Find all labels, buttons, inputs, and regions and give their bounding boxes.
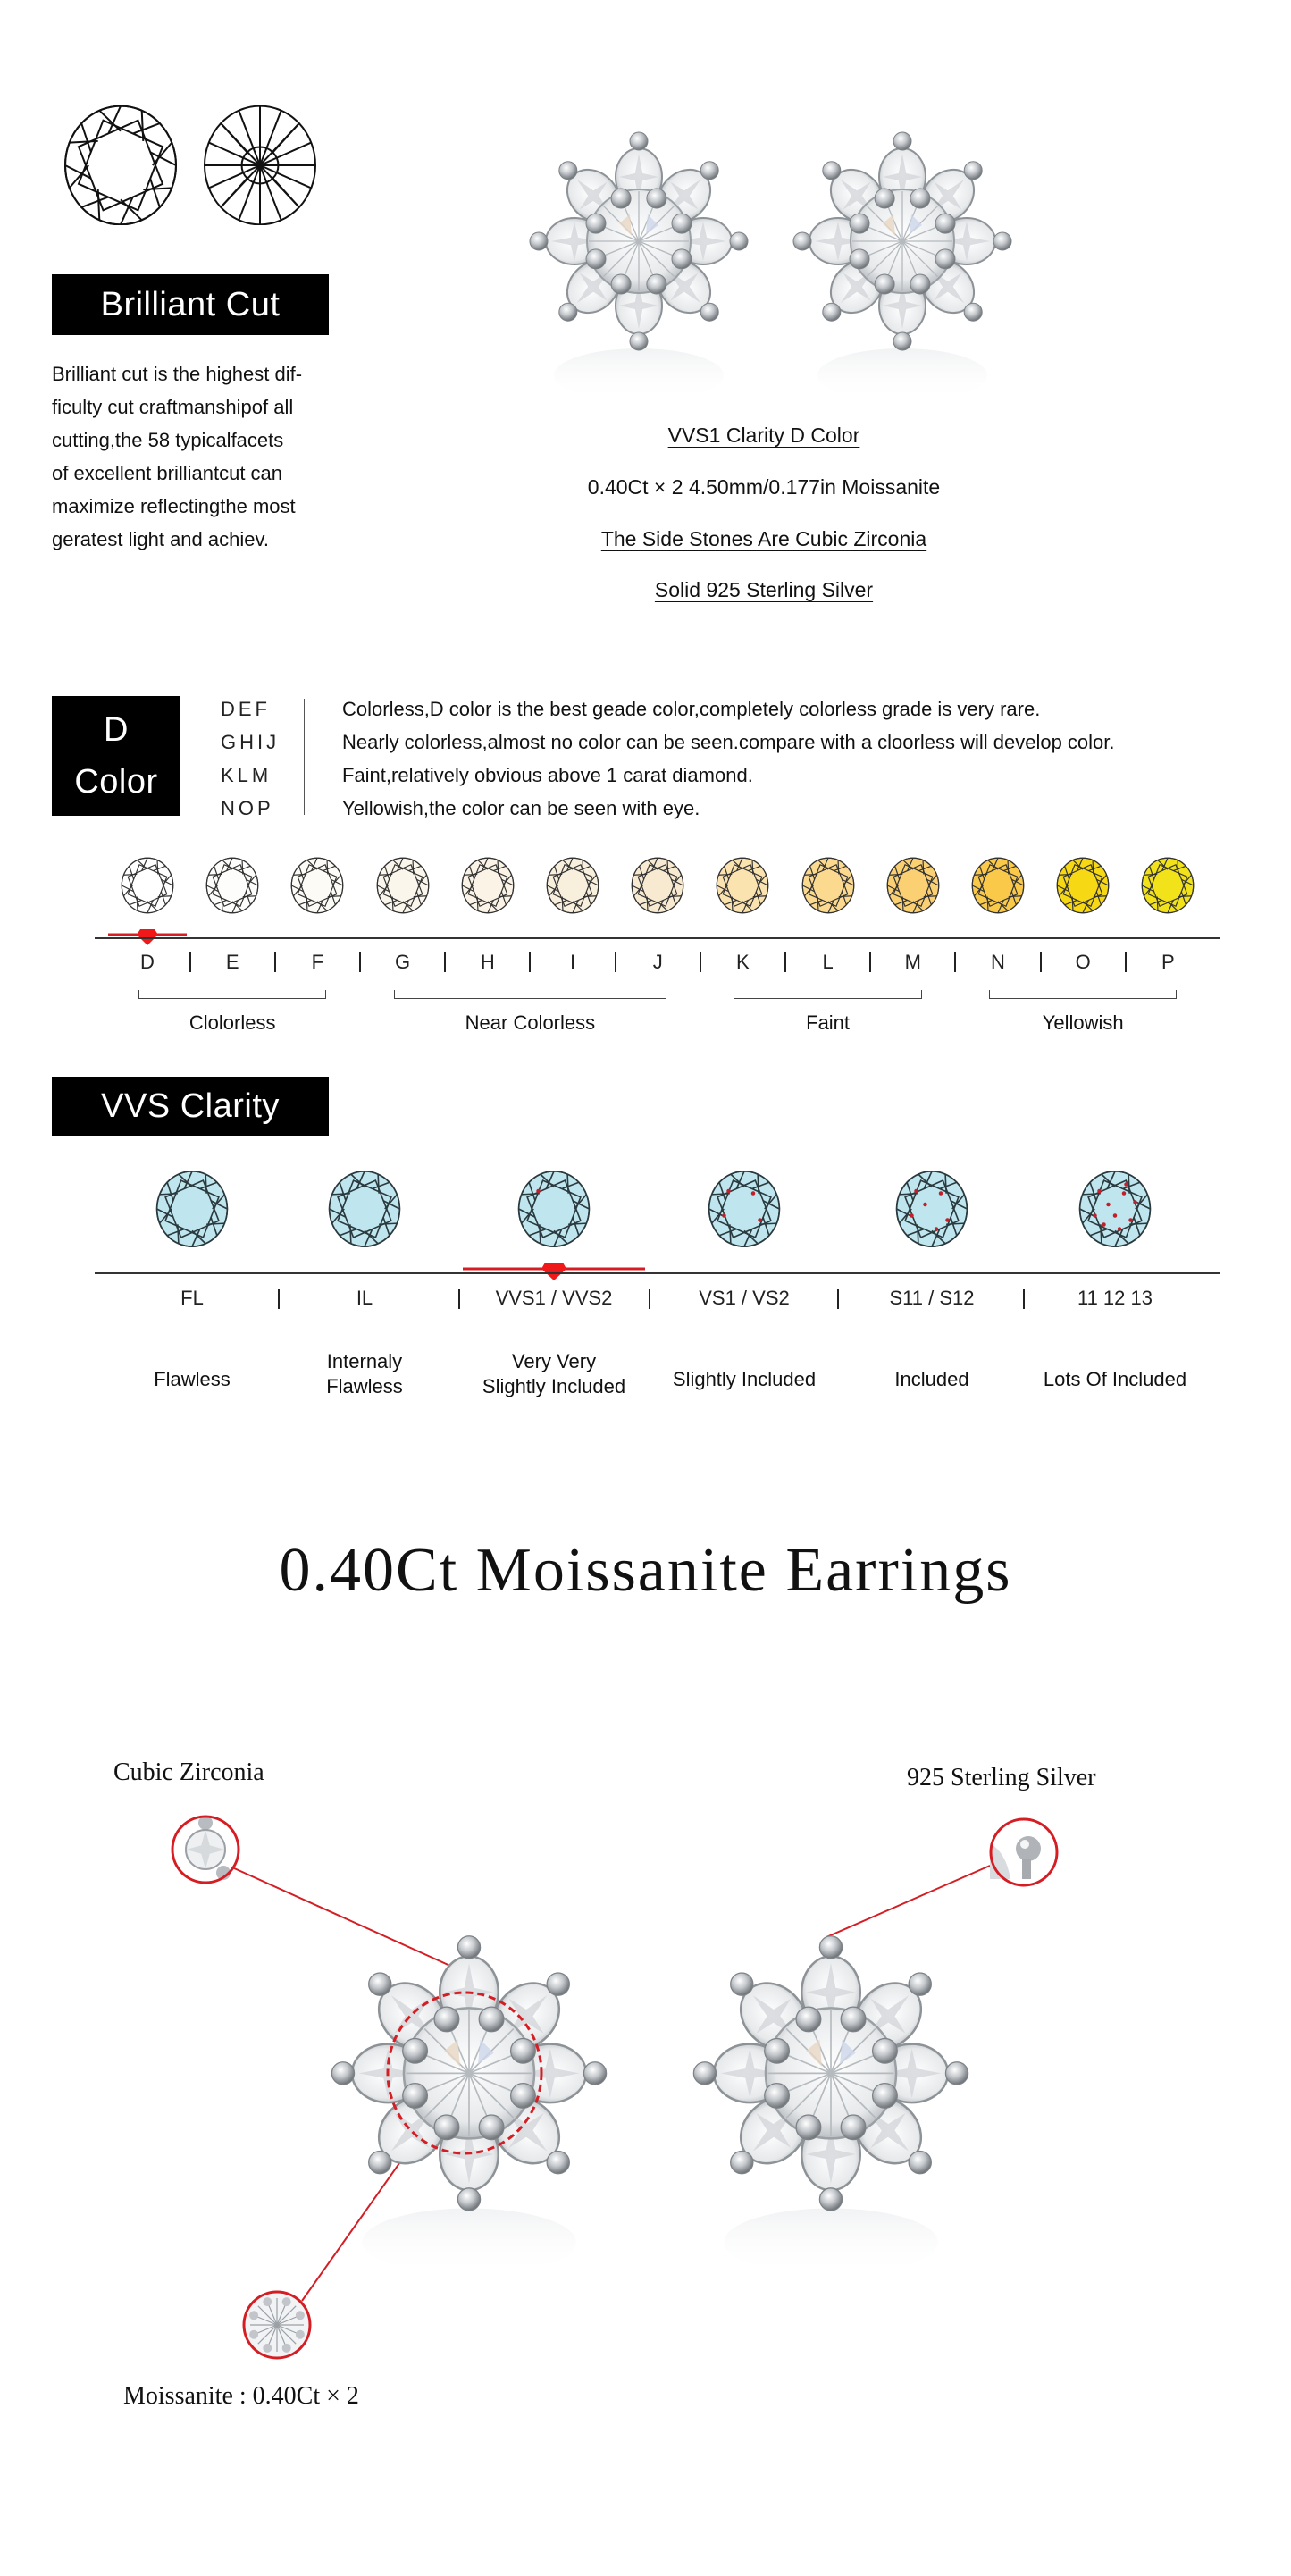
brilliant-cut-description <box>52 357 338 556</box>
color-grade-letter: M <box>904 951 921 973</box>
color-gem-K <box>715 856 770 915</box>
clarity-grade-description: Flawless <box>154 1368 231 1390</box>
scale-separator <box>444 952 446 972</box>
color-gem-L <box>801 856 856 915</box>
spec-side-stones <box>500 527 1027 551</box>
color-gem-M <box>885 856 941 915</box>
crown-view-diamond-icon <box>61 105 180 225</box>
color-gem-O <box>1055 856 1111 915</box>
scale-separator <box>784 952 786 972</box>
group-bracket <box>138 990 326 999</box>
product-title: 0.40Ct Moissanite Earrings <box>279 1536 1012 1605</box>
scale-separator <box>837 1289 839 1309</box>
earring-right-detail-image <box>679 1921 983 2287</box>
spec-text: The Side Stones Are Cubic Zirconia <box>600 527 927 550</box>
description-line: Brilliant cut is the highest dif- <box>52 363 303 385</box>
spec-text: VVS1 Clarity D Color <box>667 424 860 447</box>
center-stone-label: Moissanite : 0.40Ct × 2 <box>123 2382 359 2410</box>
description-line: of excellent brilliantcut can <box>52 462 283 484</box>
pavilion-view-diamond-icon <box>200 105 320 225</box>
earring-left-image <box>518 107 759 402</box>
d-color-badge-letter: D <box>104 711 129 749</box>
scale-separator <box>1040 952 1042 972</box>
color-grade-letter: K <box>736 951 750 973</box>
color-gem-D <box>120 856 175 915</box>
description-line: geratest light and achiev. <box>52 528 269 550</box>
callout-lines <box>0 1698 1291 2457</box>
group-bracket <box>989 990 1177 999</box>
color-group-label: Faint <box>806 1011 851 1034</box>
clarity-grade-label: 11 12 13 <box>1077 1287 1153 1309</box>
scale-separator <box>649 1289 650 1309</box>
color-scale-axis <box>95 937 1220 939</box>
brilliant-cut-badge <box>52 274 329 335</box>
color-gem-G <box>375 856 431 915</box>
scale-separator <box>954 952 956 972</box>
color-gem-P <box>1140 856 1195 915</box>
brilliant-cut-title: Brilliant Cut <box>100 285 281 323</box>
clarity-grade-description: Internaly Flawless <box>326 1350 403 1397</box>
color-gem-E <box>205 856 260 915</box>
grade-letters: NOP <box>221 796 274 819</box>
color-grade-letter: J <box>652 951 663 973</box>
color-group-label: Near Colorless <box>465 1011 596 1034</box>
d-color-badge <box>52 696 180 816</box>
color-grade-letter: E <box>225 951 239 973</box>
color-grade-letter: G <box>395 951 411 973</box>
clarity-gem-4 <box>893 1169 970 1249</box>
clarity-gem-5 <box>1077 1169 1153 1249</box>
clarity-gem-3 <box>706 1169 783 1249</box>
clarity-grade-description: Very Very Slightly Included <box>482 1350 626 1397</box>
clarity-gem-0 <box>154 1169 231 1249</box>
color-gem-H <box>460 856 516 915</box>
grade-row <box>221 792 1115 825</box>
grade-row <box>221 692 1115 726</box>
grade-row <box>221 759 1115 792</box>
color-gem-F <box>289 856 345 915</box>
clarity-grade-label: FL <box>180 1287 204 1309</box>
description-line: maximize reflectingthe most <box>52 495 296 517</box>
grade-description: Yellowish,the color can be seen with eye. <box>342 796 700 819</box>
clarity-gem-1 <box>326 1169 403 1249</box>
color-grade-letter: N <box>991 951 1005 973</box>
grade-description: Colorless,D color is the best geade color,completely colorless grade is very rare. <box>342 697 1041 720</box>
grade-description: Faint,relatively obvious above 1 carat diamond. <box>342 763 753 786</box>
grade-description: Nearly colorless,almost no color can be seen.compare with a cloorless will develop color. <box>342 730 1115 753</box>
metal-zoom-circle <box>988 1817 1060 1888</box>
scale-separator <box>274 952 276 972</box>
color-grade-letter: F <box>311 951 324 973</box>
color-grade-letter: H <box>480 951 495 973</box>
scale-separator <box>529 952 531 972</box>
color-grade-table <box>221 692 1115 825</box>
group-bracket <box>394 990 667 999</box>
color-group-label: Yellowish <box>1042 1011 1124 1034</box>
description-line: ficulty cut craftmanshipof all <box>52 396 294 418</box>
color-gem-J <box>630 856 685 915</box>
side-stone-zoom-circle <box>170 1814 241 1885</box>
clarity-grade-label: VS1 / VS2 <box>699 1287 790 1309</box>
spec-size <box>500 475 1027 499</box>
color-gem-N <box>970 856 1026 915</box>
clarity-scale-axis <box>95 1272 1220 1274</box>
scale-separator <box>1125 952 1127 972</box>
d-color-badge-word: Color <box>74 763 158 801</box>
spec-text: 0.40Ct × 2 4.50mm/0.177in Moissanite <box>587 475 941 499</box>
description-line: cutting,the 58 typicalfacets <box>52 429 284 451</box>
spec-clarity-color <box>500 424 1027 448</box>
clarity-grade-description: Slightly Included <box>672 1368 817 1390</box>
clarity-grade-description: Included <box>894 1368 969 1390</box>
color-grade-letter: L <box>822 951 834 973</box>
color-group-label: Clolorless <box>189 1011 276 1034</box>
scale-separator <box>700 952 701 972</box>
grade-letters: GHIJ <box>221 730 281 753</box>
scale-separator <box>615 952 616 972</box>
clarity-gem-2 <box>516 1169 592 1249</box>
clarity-grade-label: S11 / S12 <box>889 1287 975 1309</box>
vvs-clarity-badge <box>52 1077 329 1136</box>
metal-label: 925 Sterling Silver <box>907 1764 1096 1791</box>
scale-separator <box>359 952 361 972</box>
color-grade-letter: D <box>140 951 155 973</box>
clarity-grade-description: Lots Of Included <box>1043 1368 1187 1390</box>
color-gem-I <box>545 856 600 915</box>
center-stone-dashed-highlight <box>384 1988 545 2158</box>
grade-letters: KLM <box>221 763 272 786</box>
earring-right-image <box>782 107 1023 402</box>
scale-separator <box>869 952 871 972</box>
scale-separator <box>458 1289 460 1309</box>
clarity-grade-label: IL <box>356 1287 373 1309</box>
color-grade-letter: I <box>569 951 576 973</box>
side-stone-label: Cubic Zirconia <box>113 1758 264 1786</box>
grade-letters: DEF <box>221 697 271 720</box>
color-grade-letter: O <box>1075 951 1091 973</box>
grade-row <box>221 726 1115 759</box>
color-grade-letter: P <box>1161 951 1175 973</box>
scale-separator <box>1023 1289 1025 1309</box>
group-bracket <box>734 990 921 999</box>
scale-separator <box>189 952 191 972</box>
vvs-clarity-title: VVS Clarity <box>101 1087 280 1125</box>
clarity-grade-label: VVS1 / VVS2 <box>495 1287 613 1309</box>
spec-metal <box>500 578 1027 602</box>
spec-text: Solid 925 Sterling Silver <box>654 578 874 601</box>
center-stone-zoom-circle <box>241 2289 313 2361</box>
